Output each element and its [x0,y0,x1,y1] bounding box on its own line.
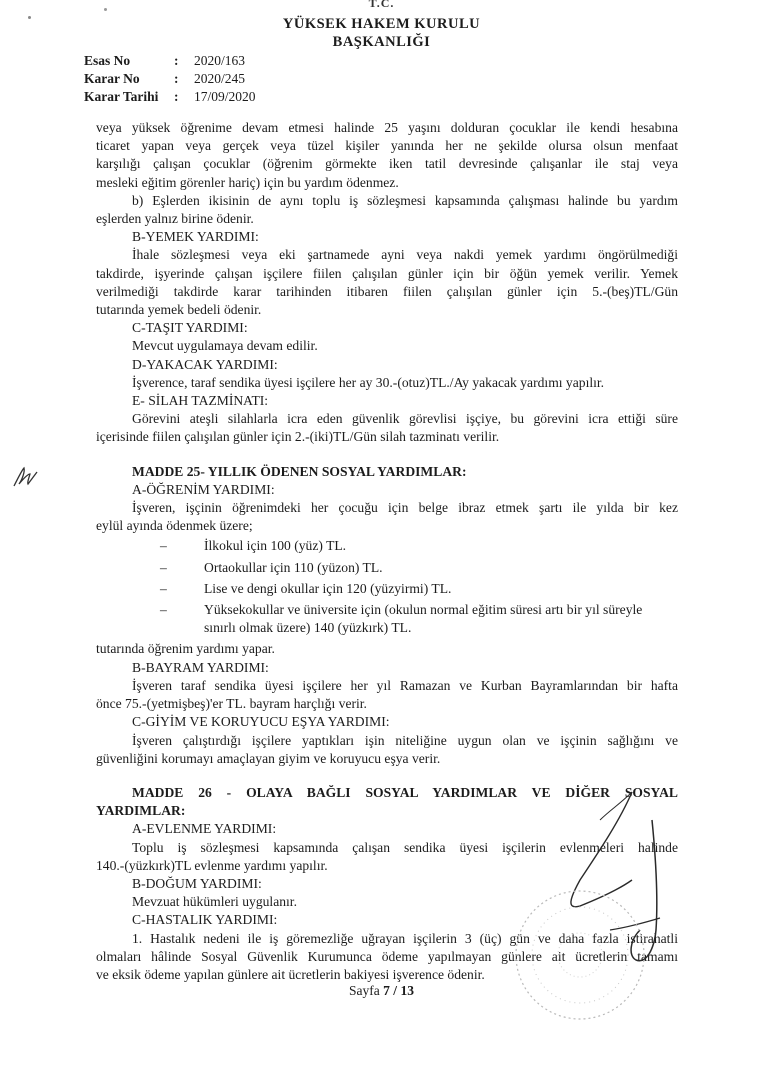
list-item-text: Lise ve dengi okullar için 120 (yüzyirmi) TL. [204,580,452,596]
paragraph-line: Mevzuat hükümleri uygulanır. [132,894,297,910]
meta-row-karar-tarihi [84,88,256,106]
dash-bullet: – [160,602,167,618]
meta-row-esas [84,52,256,70]
paragraph-line: eylül ayında ödenmek üzere; [96,518,253,534]
meta-value: 2020/163 [194,53,246,68]
paragraph-line: İşveren, işçinin öğrenimdeki her çocuğu için belge ibraz etmek şartı ile yılda bir kez [132,500,678,516]
meta-label: Karar Tarihi [84,89,159,104]
page-total: 13 [400,983,414,998]
meta-colon: : [174,71,179,86]
article-heading-25: MADDE 25- YILLIK ÖDENEN SOSYAL YARDIMLAR: [132,463,467,479]
header-top-cut: T.C. [368,0,395,10]
paragraph-line: Toplu iş sözleşmesi kapsamında çalışan sendika üyesi işçilerin evlenmeleri halinde [132,839,678,855]
meta-value: 2020/245 [194,71,246,86]
paragraph-line: tutarında öğrenim yardımı yapar. [96,641,275,657]
dash-bullet: – [160,580,167,596]
section-heading: B-DOĞUM YARDIMI: [132,875,262,891]
meta-label: Esas No [84,53,131,68]
meta-label: Karar No [84,71,140,86]
section-heading: A-EVLENME YARDIMI: [132,821,277,837]
dash-bullet: – [160,559,167,575]
meta-row-karar [84,70,256,88]
meta-value: 17/09/2020 [194,89,256,104]
section-heading: D-YAKACAK YARDIMI: [132,356,278,372]
list-item [96,601,678,637]
dash-bullet: – [160,538,167,554]
list-item-text: Yüksekokullar ve üniversite için (okulun normal eğitim süresi artı bir yıl süreyle [204,602,643,618]
paragraph-line: İhale sözleşmesi veya eki şartnamede ayni veya nakdi yemek yardımı öngörülmediği [132,247,678,263]
paragraph-line: olmaları hâlinde Sosyal Güvenlik Kurumunca ödeme yapılmayan günlere ait ücretlerin tamamı [96,948,678,964]
paragraph-line: İşveren taraf sendika üyesi işçilere her yıl Ramazan ve Kurban Bayramlarından bir hafta [132,677,678,693]
list-item [96,559,678,577]
paragraph-line: takdirde, işyerinde çalışan işçilere fiilen çalışılan günler için bir öğün yemek verilir. Yemek [96,265,678,281]
list-item [96,537,678,555]
paragraph-line: İşveren çalıştırdığı işçilere yaptıkları işin niteliğine uygun olan ve işçinin sağlığını ve [132,732,678,748]
header-title: YÜKSEK HAKEM KURULU [282,16,481,32]
paragraph-line: eşlerden yalnız birine ödenir. [96,211,254,227]
list-item-text: İlkokul için 100 (yüz) TL. [204,538,347,554]
list-item-text: Ortaokullar için 110 (yüzon) TL. [204,559,383,575]
paragraph-line: b) Eşlerden ikisinin de aynı toplu iş sözleşmesi kapsamında çalışması halinde bu yardım [132,192,678,208]
section-heading: B-YEMEK YARDIMI: [132,229,259,245]
section-heading: C-HASTALIK YARDIMI: [132,912,278,928]
list-item [96,580,678,598]
paragraph-line: ticaret yapan veya gerçek veya tüzel kişiler yanında her ne şekilde olursa olsun menfaat [96,138,678,154]
education-allowance-list [96,537,678,637]
section-heading: C-TAŞIT YARDIMI: [132,320,248,336]
paragraph-line: Mevcut uygulamaya devam edilir. [132,338,318,354]
paragraph-line: karşılığı çalışan çocuklar (öğrenim görmekte iken tatil devresinde çalışanlar ile staj veya [96,156,678,172]
article-heading-26-cont: YARDIMLAR: [96,803,186,819]
paragraph-line: içerisinde fiilen çalışılan günler için 2.-(iki)TL/Gün silah tazminatı verilir. [96,429,500,445]
paragraph-line: Görevini ateşli silahlarla icra eden güvenlik görevlisi işçiye, bu görevini icra ettiği süre [132,411,678,427]
meta-colon: : [174,89,179,104]
page-prefix: Sayfa [349,983,384,998]
header-subtitle: BAŞKANLIĞI [332,34,431,50]
margin-initial-mark-icon [10,462,44,492]
paragraph-line: verilmediği takdirde karar tarihinden itibaren fiilen çalışılan günler için 5.-(beş)TL/Gün [96,283,678,299]
meta-colon: : [174,53,179,68]
paragraph-line: ve eksik ödeme yapılan günlere ait ücretlerin bakiyesi işverence ödenir. [96,966,485,982]
section-heading: E- SİLAH TAZMİNATI: [132,393,269,409]
paragraph-line: mesleki eğitim görenler hariç) için bu yardım ödenmez. [96,174,399,190]
paragraph-line: İşverence, taraf sendika üyesi işçilere her ay 30.-(otuz)TL./Ay yakacak yardımı yapılır. [132,374,605,390]
paragraph-line: tutarında yemek bedeli ödenir. [96,302,262,318]
paragraph-line: önce 75.-(yetmişbeş)'er TL. bayram harçlığı verir. [96,696,367,712]
list-item-text-cont: sınırlı olmak üzere) 140 (yüzkırk) TL. [204,620,412,636]
page-number: 7 [383,983,390,998]
section-heading: B-BAYRAM YARDIMI: [132,659,269,675]
official-stamp-icon [505,880,655,1030]
article-heading-26: MADDE 26 - OLAYA BAĞLI SOSYAL YARDIMLAR VE DİĞER SOSYAL [132,784,678,800]
section-heading: C-GİYİM VE KORUYUCU EŞYA YARDIMI: [132,714,390,730]
paragraph-line: 140.-(yüzkırk)TL evlenme yardımı yapılır. [96,857,328,873]
page-separator: / [389,983,401,998]
case-meta [84,52,256,106]
paragraph-line: veya yüksek öğrenime devam etmesi halinde 25 yaşını dolduran çocuklar ile kendi hesabına [96,120,678,135]
paragraph-line: 1. Hastalık nedeni ile iş göremezliğe uğrayan işçilerin 3 (üç) gün ve daha fazla istirahatli [132,930,678,946]
spacer [96,447,678,463]
section-heading: A-ÖĞRENİM YARDIMI: [132,481,275,497]
paragraph-line: güvenliğini korumayı amaçlayan giyim ve koruyucu eşya verir. [96,750,441,766]
